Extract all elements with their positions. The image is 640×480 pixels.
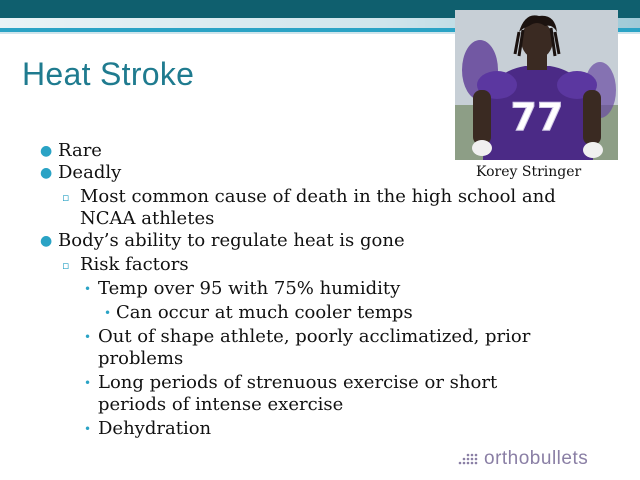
bullet-small-dot-icon: • xyxy=(84,282,92,296)
list-item: • Temp over 95 with 75% humidity xyxy=(84,278,401,299)
list-item: • Out of shape athlete, poorly acclimatized, prior problems xyxy=(84,326,531,369)
football-player-photo xyxy=(455,10,618,160)
bullet-small-dot-icon: • xyxy=(104,306,112,320)
bullet-list xyxy=(40,140,560,440)
logo-text: orthobullets xyxy=(484,448,589,469)
logo-dots-icon xyxy=(458,452,480,466)
slide-title: Heat Stroke xyxy=(22,56,195,92)
list-item: ▫ Most common cause of death in the high school and NCAA athletes xyxy=(62,186,556,229)
list-item: ● Deadly xyxy=(40,162,122,183)
list-item: ● Rare xyxy=(40,140,102,161)
list-item: ▫ Risk factors xyxy=(62,254,189,275)
bullet-square-icon: ▫ xyxy=(62,191,70,204)
bullet-small-dot-icon: • xyxy=(84,422,92,436)
list-item: • Can occur at much cooler temps xyxy=(104,302,413,323)
jersey-number: 77 xyxy=(510,95,564,139)
bullet-small-dot-icon: • xyxy=(84,376,92,390)
list-item: • Long periods of strenuous exercise or short periods of intense exercise xyxy=(84,372,498,415)
bullet-small-dot-icon: • xyxy=(84,330,92,344)
bullet-square-icon: ▫ xyxy=(62,259,70,272)
list-item: • Dehydration xyxy=(84,418,212,439)
list-item: ● Body’s ability to regulate heat is gone xyxy=(40,230,405,251)
bullet-dot-icon: ● xyxy=(40,165,53,181)
bullet-dot-icon: ● xyxy=(40,233,53,249)
player-illustration xyxy=(455,10,618,160)
bullet-dot-icon: ● xyxy=(40,143,53,159)
orthobullets-logo xyxy=(458,448,588,470)
photo-caption: Korey Stringer xyxy=(476,164,582,180)
